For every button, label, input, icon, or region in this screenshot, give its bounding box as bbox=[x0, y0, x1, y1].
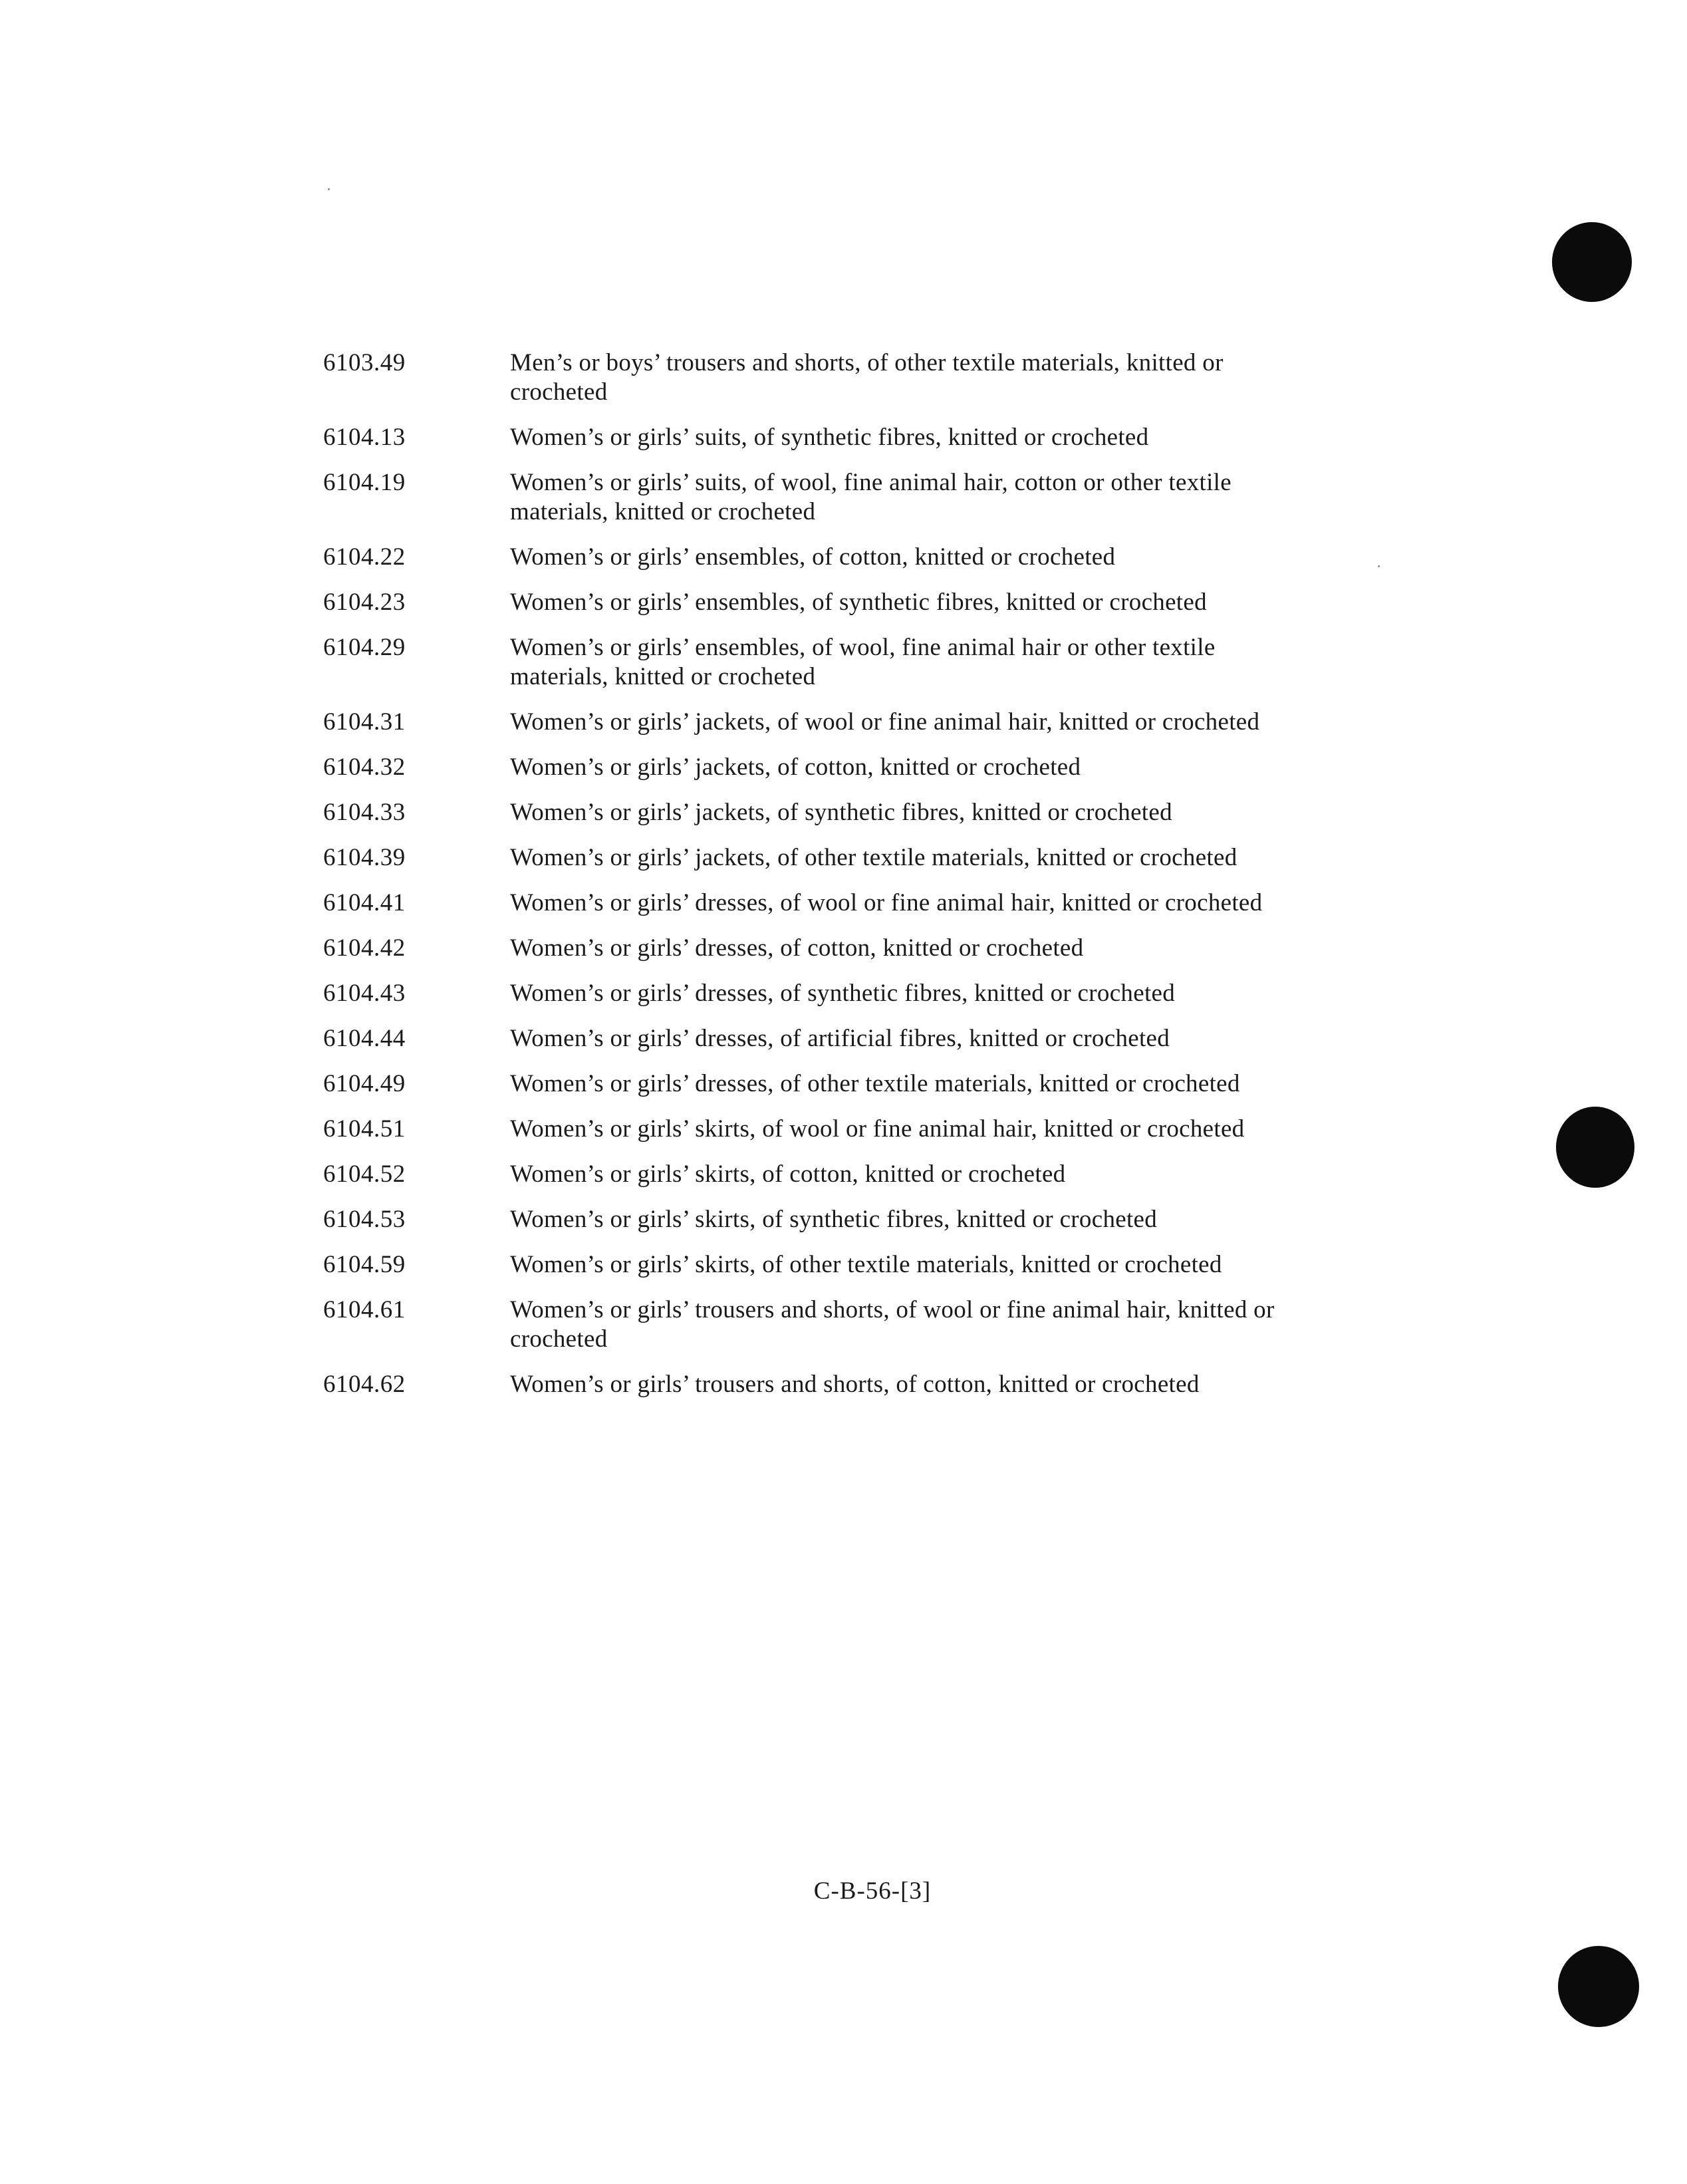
tariff-code: 6104.51 bbox=[323, 1115, 406, 1143]
description-line: Women’s or girls’ skirts, of synthetic fibres, knitted or crocheted bbox=[510, 1206, 1158, 1233]
tariff-code: 6104.41 bbox=[323, 889, 406, 916]
tariff-code: 6104.19 bbox=[323, 469, 406, 496]
description-line: Women’s or girls’ skirts, of cotton, knitted or crocheted bbox=[510, 1160, 1066, 1188]
tariff-description bbox=[510, 843, 1321, 873]
tariff-description bbox=[510, 1160, 1321, 1189]
tariff-code: 6104.44 bbox=[323, 1025, 406, 1052]
tariff-code: 6104.32 bbox=[323, 753, 406, 781]
page-number: C-B-56-[3] bbox=[813, 1877, 932, 1905]
tariff-code: 6104.33 bbox=[323, 799, 406, 826]
description-line: Women’s or girls’ dresses, of wool or fine animal hair, knitted or crocheted bbox=[510, 889, 1263, 916]
tariff-code: 6104.23 bbox=[323, 589, 406, 616]
tariff-description bbox=[510, 1115, 1321, 1144]
tariff-code: 6103.49 bbox=[323, 349, 406, 376]
tariff-code: 6104.31 bbox=[323, 708, 406, 736]
tariff-code: 6104.29 bbox=[323, 634, 406, 661]
description-line: materials, knitted or crocheted bbox=[510, 498, 816, 525]
tariff-description bbox=[510, 348, 1321, 407]
tariff-code: 6104.22 bbox=[323, 543, 406, 571]
tariff-description bbox=[510, 1069, 1321, 1099]
tariff-description bbox=[510, 1024, 1321, 1053]
description-line: Women’s or girls’ suits, of synthetic fibres, knitted or crocheted bbox=[510, 424, 1149, 451]
tariff-description bbox=[510, 468, 1321, 527]
description-line: Women’s or girls’ ensembles, of wool, fine animal hair or other textile bbox=[510, 634, 1216, 661]
description-line: Women’s or girls’ jackets, of other textile materials, knitted or crocheted bbox=[510, 844, 1237, 871]
description-line: Women’s or girls’ suits, of wool, fine animal hair, cotton or other textile bbox=[510, 469, 1232, 496]
tariff-description bbox=[510, 1205, 1321, 1234]
punch-hole-middle bbox=[1556, 1107, 1634, 1188]
description-line: Women’s or girls’ dresses, of other textile materials, knitted or crocheted bbox=[510, 1070, 1240, 1097]
tariff-description bbox=[510, 588, 1321, 617]
tariff-description bbox=[510, 423, 1321, 452]
tariff-code: 6104.43 bbox=[323, 980, 406, 1007]
description-line: Women’s or girls’ dresses, of synthetic fibres, knitted or crocheted bbox=[510, 980, 1176, 1007]
description-line: Women’s or girls’ ensembles, of synthetic fibres, knitted or crocheted bbox=[510, 589, 1207, 616]
tariff-code: 6104.53 bbox=[323, 1206, 406, 1233]
tariff-code: 6104.52 bbox=[323, 1160, 406, 1188]
tariff-description bbox=[510, 633, 1321, 692]
description-line: Men’s or boys’ trousers and shorts, of other textile materials, knitted or bbox=[510, 349, 1224, 376]
description-line: Women’s or girls’ skirts, of other textile materials, knitted or crocheted bbox=[510, 1251, 1222, 1278]
tariff-code: 6104.39 bbox=[323, 844, 406, 871]
description-line: Women’s or girls’ dresses, of artificial fibres, knitted or crocheted bbox=[510, 1025, 1170, 1052]
description-line: Women’s or girls’ jackets, of synthetic fibres, knitted or crocheted bbox=[510, 799, 1172, 826]
description-line: Women’s or girls’ jackets, of wool or fine animal hair, knitted or crocheted bbox=[510, 708, 1260, 736]
description-line: Women’s or girls’ jackets, of cotton, knitted or crocheted bbox=[510, 753, 1081, 781]
tariff-description bbox=[510, 1296, 1321, 1354]
description-line: materials, knitted or crocheted bbox=[510, 663, 816, 690]
tariff-description bbox=[510, 543, 1321, 572]
description-line: Women’s or girls’ dresses, of cotton, knitted or crocheted bbox=[510, 934, 1084, 962]
tariff-code: 6104.61 bbox=[323, 1296, 406, 1323]
tariff-description bbox=[510, 1250, 1321, 1280]
scan-speck bbox=[328, 188, 330, 190]
tariff-description bbox=[510, 753, 1321, 782]
tariff-description bbox=[510, 708, 1321, 737]
description-line: Women’s or girls’ ensembles, of cotton, knitted or crocheted bbox=[510, 543, 1116, 571]
tariff-code: 6104.49 bbox=[323, 1070, 406, 1097]
tariff-description bbox=[510, 798, 1321, 827]
tariff-description bbox=[510, 888, 1321, 918]
tariff-description bbox=[510, 979, 1321, 1008]
punch-hole-top bbox=[1552, 222, 1632, 302]
tariff-description bbox=[510, 1370, 1321, 1399]
description-line: crocheted bbox=[510, 1325, 608, 1353]
tariff-code: 6104.42 bbox=[323, 934, 406, 962]
description-line: Women’s or girls’ skirts, of wool or fine animal hair, knitted or crocheted bbox=[510, 1115, 1245, 1143]
description-line: crocheted bbox=[510, 378, 608, 406]
tariff-code: 6104.62 bbox=[323, 1371, 406, 1398]
description-line: Women’s or girls’ trousers and shorts, of wool or fine animal hair, knitted or bbox=[510, 1296, 1275, 1323]
description-line: Women’s or girls’ trousers and shorts, of cotton, knitted or crocheted bbox=[510, 1371, 1200, 1398]
scan-speck bbox=[1378, 565, 1380, 567]
tariff-code: 6104.13 bbox=[323, 424, 406, 451]
tariff-description bbox=[510, 934, 1321, 963]
tariff-code: 6104.59 bbox=[323, 1251, 406, 1278]
punch-hole-bottom bbox=[1558, 1946, 1639, 2027]
